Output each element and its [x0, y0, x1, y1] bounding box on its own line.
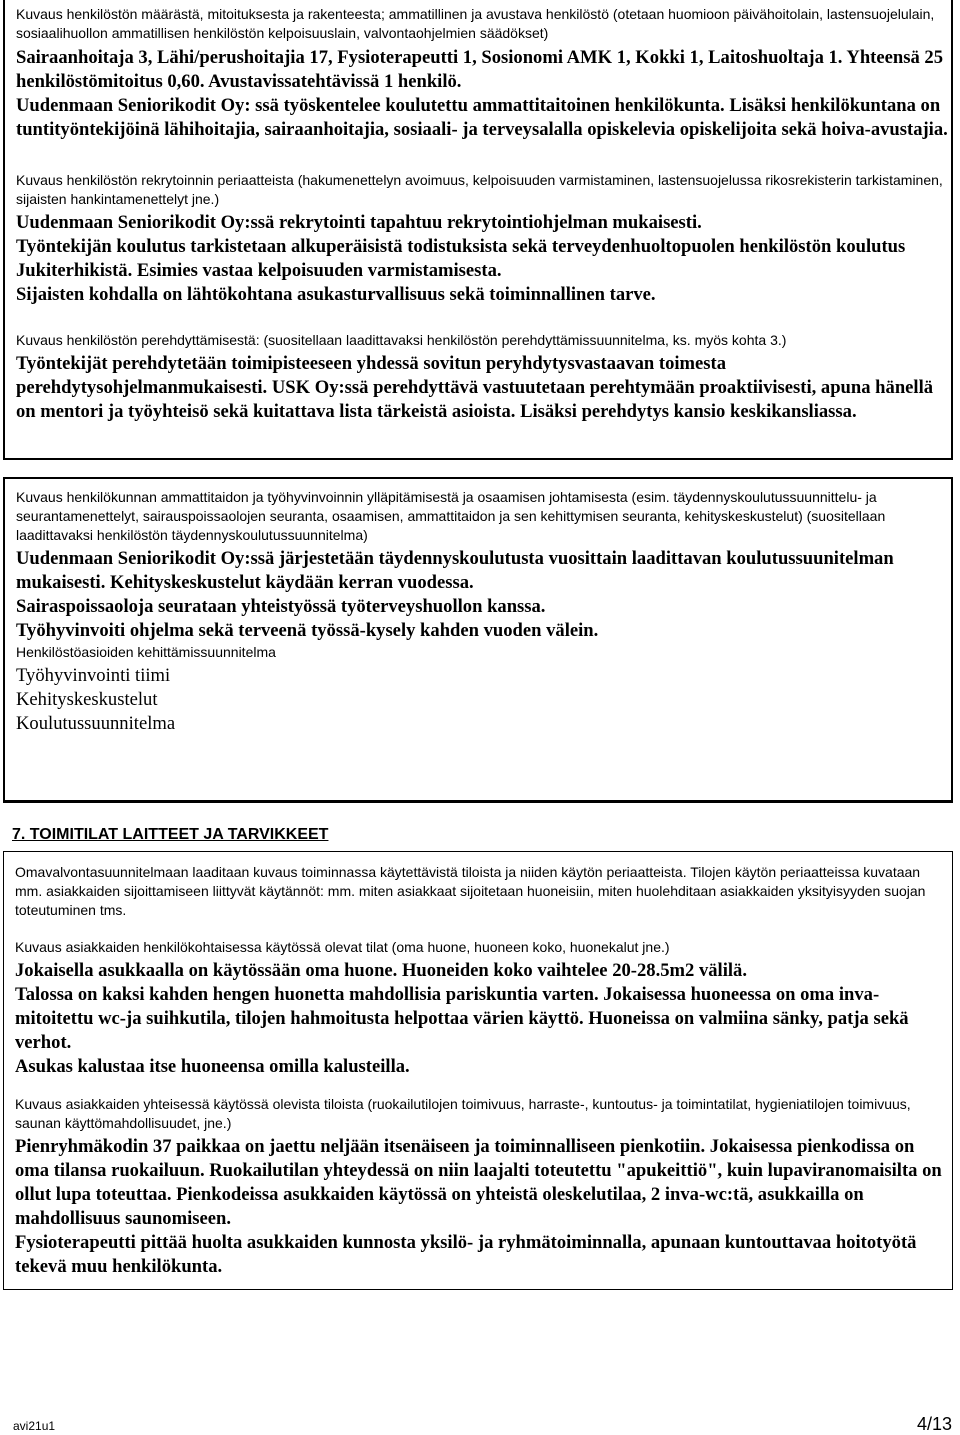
orientation-text: Työntekijät perehdytetään toimipisteeseen yhdessä sovitun peryhdytysvastaavan toimesta perehdytysohjelmanmukaisesti. USK Oy:ssä perehdyttävä vastuutetaan perehtymään proaktiivisesti, apuna hänellä on mentori ja työyhteisö sekä kuitattava lista tärkeistä asioista. Lisäksi perehdytys kansio keskikansliassa.	[16, 353, 934, 422]
competence-block	[16, 488, 951, 736]
staffing-text-1: Sairaanhoitaja 3, Lähi/perushoitajia 17, Fysioterapeutti 1, Sosionomi AMK 1, Kokki 1, Laitoshuoltaja 1. Yhteensä 25 henkilöstömitoitus 0,60. Avustavissatehtävissä 1 henkilö.	[16, 47, 943, 92]
staffing-box	[3, 0, 953, 460]
competence-box	[3, 477, 953, 803]
recruitment-text-2: Työntekijän koulutus tarkistetaan alkuperäisistä todistuksista sekä terveydenhuoltopuolen henkilöstön koulutus Jukiterhikistä. Esimies vastaa kelpoisuuden varmistamisesta.	[16, 236, 906, 281]
competence-text-3: Työhyvinvoiti ohjelma sekä terveenä työssä-kysely kahden vuoden välein.	[16, 620, 599, 641]
orientation-label: Kuvaus henkilöstön perehdyttämisestä: (suositellaan laadittavaksi henkilöstön perehdyttämissuunnitelma, ks. myös kohta 3.)	[16, 332, 787, 348]
shared-block	[15, 1095, 950, 1279]
recruitment-block	[16, 171, 951, 307]
premises-box	[3, 851, 953, 1290]
development-plan-label: Henkilöstöasioiden kehittämissuunnitelma	[16, 644, 276, 660]
recruitment-text-1: Uudenmaan Seniorikodit Oy:ssä rekrytointi tapahtuu rekrytointiohjelman mukaisesti.	[16, 212, 702, 233]
document-id: avi21u1	[13, 1419, 56, 1433]
shared-text-1: Pienryhmäkodin 37 paikkaa on jaettu neljään itsenäiseen ja toiminnalliseen pienkotiin. Jokaisessa pienkodissa on oma tilansa ruokailuun. Ruokailutilan yhteydessä on niin laajalti toteutettu "apukeittiö", kuin lupaviranomaisilta on ollut lupa toteuttaa. Pienkodeissa asukkaiden käytössä on yhteistä oleskelutilaa, 2 inva-wc:tä, asukkailla on mahdollisuus saunomiseen.	[15, 1136, 942, 1229]
rooms-label: Kuvaus asiakkaiden henkilökohtaisessa käytössä olevat tilat (oma huone, huoneen koko, huonekalut jne.)	[15, 939, 670, 955]
rooms-text-1: Jokaisella asukkaalla on käytössään oma huone. Huoneiden koko vaihtelee 20-28.5m2 välilä.	[15, 960, 747, 981]
competence-text-1: Uudenmaan Seniorikodit Oy:ssä järjestetään täydennyskoulutusta vuosittain laadittavan koulutussuunitelman mukaisesti. Kehityskeskustelut käydään kerran vuodessa.	[16, 548, 894, 593]
rooms-text-3: Asukas kalustaa itse huoneensa omilla kalusteilla.	[15, 1056, 410, 1077]
rooms-text-2: Talossa on kaksi kahden hengen huonetta mahdollisia pariskuntia varten. Jokaisessa huoneessa on oma inva-mitoitettu wc-ja suihkutila, tilojen hahmoitusta helpottaa värien käyttö. Huoneissa on valmiina sänky, patja sekä verhot.	[15, 984, 909, 1053]
development-item-3: Koulutussuunnitelma	[16, 713, 176, 734]
staffing-block	[16, 5, 951, 142]
development-item-1: Työhyvinvointi tiimi	[16, 665, 171, 686]
premises-intro: Omavalvontasuunnitelmaan laaditaan kuvaus toiminnassa käytettävistä tiloista ja niiden käytön periaatteista. Tilojen käytön periaatteissa kuvataan mm. asiakkaiden sijoittamiseen liittyvät käytännöt: mm. miten asiakkaat sijoitetaan huoneisiin, miten huolehditaan asiakkaiden yksityisyyden suojan toteutuminen tms.	[15, 864, 926, 918]
premises-intro-block	[15, 863, 950, 920]
staffing-text-2: Uudenmaan Seniorikodit Oy: ssä työskentelee koulutettu ammattitaitoinen henkilökunta. Lisäksi henkilökuntana on tuntityöntekijöinä lähihoitajia, sairaanhoitajia, sosiaali- ja terveysalalla opiskelevia opiskelijoita sekä hoiva-avustajia.	[16, 95, 948, 140]
development-item-2: Kehityskeskustelut	[16, 689, 158, 710]
page-number: 4/13	[916, 1414, 952, 1434]
orientation-block	[16, 331, 951, 424]
staffing-label: Kuvaus henkilöstön määrästä, mitoituksesta ja rakenteesta; ammatillinen ja avustava henkilöstö (otetaan huomioon päivähoitolain, lastensuojelulain, sosiaalihuollon ammatillisen henkilöstön kelpoisuuslain, valvontaohjelmien säädökset)	[16, 6, 935, 41]
shared-text-2: Fysioterapeutti pittää huolta asukkaiden kunnosta yksilö- ja ryhmätoiminnalla, apunaan kuntouttavaa hoitotyötä tekevä muu henkilökunta.	[15, 1232, 917, 1277]
rooms-block	[15, 938, 950, 1079]
recruitment-text-3: Sijaisten kohdalla on lähtökohtana asukasturvallisuus sekä toiminnallinen tarve.	[16, 284, 656, 305]
competence-text-2: Sairaspoissaoloja seurataan yhteistyössä työterveyshuollon kanssa.	[16, 596, 546, 617]
shared-label: Kuvaus asiakkaiden yhteisessä käytössä olevista tiloista (ruokailutilojen toimivuus, harraste-, kuntoutus- ja toimintatilat, hygieniatilojen toimivuus, saunan käyttömahdollisuudet, jne.)	[15, 1096, 911, 1131]
competence-label: Kuvaus henkilökunnan ammattitaidon ja työhyvinvoinnin ylläpitämisestä ja osaamisen johtamisesta (esim. täydennyskoulutussuunnittelu- ja seurantamenettelyt, sairauspoissaolojen seuranta, osaamisen, ammattitaidon ja sen kehittymisen seuranta, kehityskeskustelut) (suositellaan laadittavaksi henkilöstön täydennyskoulutussuunnitelma)	[16, 489, 886, 543]
recruitment-label: Kuvaus henkilöstön rekrytoinnin periaatteista (hakumenettelyn avoimuus, kelpoisuuden varmistaminen, lastensuojelussa rikosrekisterin tarkistaminen, sijaisten hankintamenettelyt jne.)	[16, 172, 943, 207]
section-heading: 7. TOIMITILAT LAITTEET JA TARVIKKEET	[12, 826, 329, 843]
